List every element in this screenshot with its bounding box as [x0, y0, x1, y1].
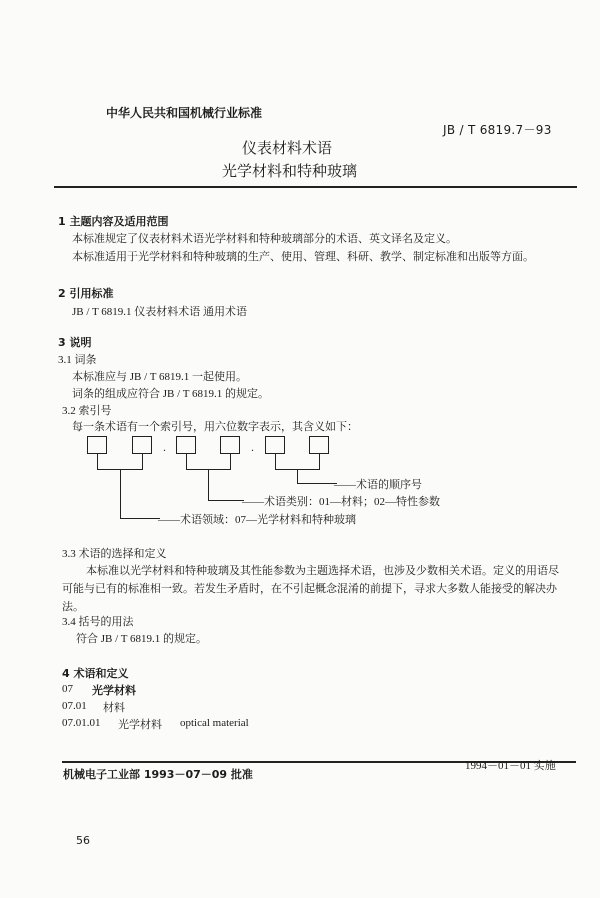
approval-statement: 机械电子工业部 1993－07－09 批准: [63, 768, 253, 781]
label-sequence-number: ——术语的顺序号: [334, 479, 422, 491]
category-code: 07: [62, 683, 73, 695]
subcategory-name: 材料: [103, 702, 125, 714]
section-3-4-heading: 3.4 括号的用法: [62, 616, 134, 628]
digit-box-6: [309, 436, 329, 454]
section-3-4-paragraph: 符合 JB / T 6819.1 的规定。: [76, 633, 207, 645]
document-title-line2: 光学材料和特种玻璃: [222, 162, 358, 180]
section-3-1-paragraph-2: 词条的组成应符合 JB / T 6819.1 的规定。: [72, 388, 269, 400]
term-code: 07.01.01: [62, 717, 101, 729]
section-3-3-heading: 3.3 术语的选择和定义: [62, 548, 167, 560]
section-1-paragraph-1: 本标准规定了仪表材料术语光学材料和特种玻璃部分的术语、英文译名及定义。: [72, 233, 457, 245]
digit-box-1: [87, 436, 107, 454]
section-3-2-paragraph: 每一条术语有一个索引号，用六位数字表示，其含义如下：: [72, 421, 358, 433]
digit-box-3: [176, 436, 196, 454]
section-2-reference: JB / T 6819.1 仪表材料术语 通用术语: [72, 306, 247, 318]
section-1-heading: 1 主题内容及适用范围: [58, 215, 169, 228]
implementation-date: 1994－01－01 实施: [465, 760, 556, 772]
section-3-3-paragraph-line1: 本标准以光学材料和特种玻璃及其性能参数为主题选择术语，也涉及少数相关术语。定义的用语尽: [86, 565, 559, 577]
industry-standard-label: 中华人民共和国机械行业标准: [106, 106, 263, 120]
section-3-1-heading: 3.1 词条: [58, 354, 97, 366]
section-1-paragraph-2: 本标准适用于光学材料和特种玻璃的生产、使用、管理、科研、教学、制定标准和出版等方面。: [72, 251, 534, 263]
label-term-category: ——术语类别：01—材料；02—特性参数: [242, 496, 440, 508]
label-term-domain: ——术语领域：07—光学材料和特种玻璃: [158, 514, 356, 526]
section-3-3-paragraph-line2: 可能与已有的标准相一致。若发生矛盾时，在不引起概念混淆的前提下，寻求大多数人能接受的解决办: [62, 583, 557, 595]
section-3-heading: 3 说明: [58, 336, 92, 349]
section-3-2-heading: 3.2 索引号: [62, 405, 112, 417]
page-number: 56: [76, 834, 90, 847]
digit-box-5: [265, 436, 285, 454]
standard-number: JB / T 6819.7－93: [443, 123, 552, 137]
separator-dot: .: [163, 440, 166, 454]
section-4-heading: 4 术语和定义: [62, 667, 129, 680]
section-3-3-paragraph-line3: 法。: [62, 601, 84, 613]
digit-box-4: [220, 436, 240, 454]
digit-box-2: [132, 436, 152, 454]
category-name: 光学材料: [92, 684, 136, 697]
document-title-line1: 仪表材料术语: [242, 139, 333, 157]
section-2-heading: 2 引用标准: [58, 287, 114, 300]
term-name: 光学材料: [118, 719, 162, 731]
header-divider: [54, 186, 577, 188]
term-english: optical material: [180, 717, 249, 729]
section-3-1-paragraph-1: 本标准应与 JB / T 6819.1 一起使用。: [72, 371, 247, 383]
separator-dot: .: [251, 440, 254, 454]
subcategory-code: 07.01: [62, 700, 87, 712]
